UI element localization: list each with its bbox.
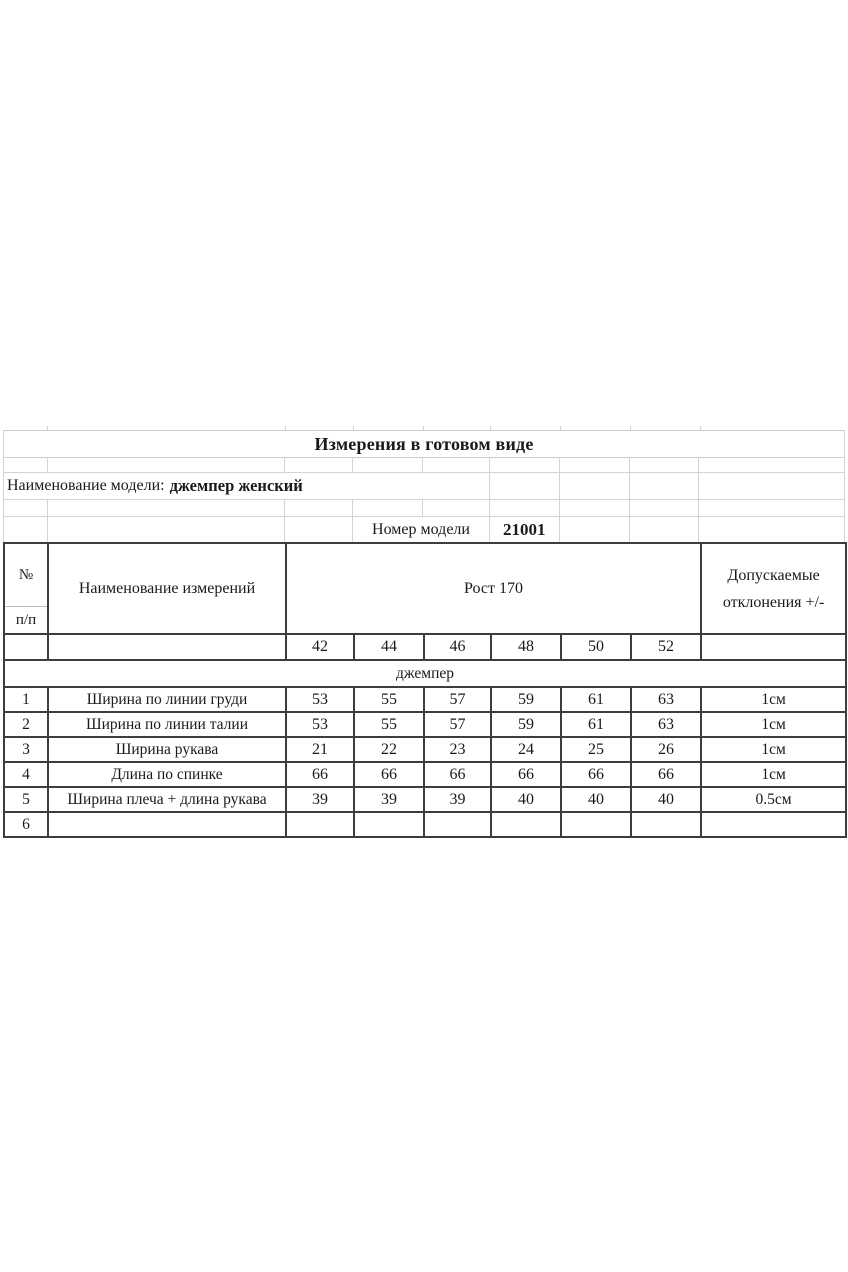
size-header-cell: 42: [286, 634, 354, 660]
size-value-cell: 66: [491, 762, 561, 787]
size-value-cell: 66: [561, 762, 631, 787]
measurement-name-cell: Ширина рукава: [48, 737, 286, 762]
size-value-cell: [286, 812, 354, 837]
model-name-value: джемпер женский: [169, 476, 303, 495]
garment-section-row: [4, 660, 846, 687]
size-value-cell: 63: [631, 687, 701, 712]
size-value-cell: 25: [561, 737, 631, 762]
size-value-cell: [561, 812, 631, 837]
tolerance-cell: [701, 812, 846, 837]
size-value-cell: 63: [631, 712, 701, 737]
size-header-row: [4, 634, 846, 660]
size-header-cell: 46: [424, 634, 491, 660]
size-value-cell: 66: [286, 762, 354, 787]
row-number-header-bottom: п/п: [15, 611, 37, 628]
size-value-cell: 61: [561, 712, 631, 737]
size-value-cell: 66: [354, 762, 424, 787]
row-number-cell: 1: [4, 687, 48, 712]
size-value-cell: 40: [491, 787, 561, 812]
measurement-name-cell: Длина по спинке: [48, 762, 286, 787]
table-header-row: [4, 543, 846, 634]
size-value-cell: 53: [286, 687, 354, 712]
table-row: [4, 737, 846, 762]
size-value-cell: 59: [491, 687, 561, 712]
tolerance-cell: 1см: [701, 712, 846, 737]
sheet-title-row: [3, 430, 845, 458]
tolerance-header: Допускаемые отклонения +/-: [701, 543, 846, 634]
size-value-cell: 57: [424, 712, 491, 737]
table-row: [4, 762, 846, 787]
measurement-name-cell: Ширина по линии талии: [48, 712, 286, 737]
empty-grid-row: [3, 458, 845, 473]
size-header-cell: 50: [561, 634, 631, 660]
row-number-cell: 4: [4, 762, 48, 787]
measurement-name-cell: [48, 812, 286, 837]
measurement-name-header: Наименование измерений: [48, 543, 286, 634]
row-number-cell: 6: [4, 812, 48, 837]
tolerance-cell: 1см: [701, 737, 846, 762]
size-value-cell: 55: [354, 687, 424, 712]
size-value-cell: 57: [424, 687, 491, 712]
model-number-row: [3, 517, 845, 542]
row-number-cell: 3: [4, 737, 48, 762]
size-value-cell: [631, 812, 701, 837]
measurement-name-cell: Ширина по линии груди: [48, 687, 286, 712]
measurements-table: [3, 542, 847, 838]
tolerance-cell: 1см: [701, 762, 846, 787]
size-value-cell: 22: [354, 737, 424, 762]
size-value-cell: 26: [631, 737, 701, 762]
garment-section-label: джемпер: [4, 660, 846, 687]
size-value-cell: 40: [631, 787, 701, 812]
size-value-cell: 39: [424, 787, 491, 812]
size-value-cell: 61: [561, 687, 631, 712]
size-value-cell: 40: [561, 787, 631, 812]
model-number-label: Номер модели: [353, 517, 490, 542]
row-number-header-top: №: [5, 544, 47, 607]
model-name-label: Наименование модели:: [7, 477, 165, 494]
table-row: [4, 712, 846, 737]
size-value-cell: [491, 812, 561, 837]
size-header-cell: 52: [631, 634, 701, 660]
measurement-name-cell: Ширина плеча + длина рукава: [48, 787, 286, 812]
size-header-cell: 44: [354, 634, 424, 660]
model-name-row: [3, 473, 845, 500]
row-number-cell: 2: [4, 712, 48, 737]
size-value-cell: 53: [286, 712, 354, 737]
height-group-header: Рост 170: [286, 543, 701, 634]
size-value-cell: 39: [354, 787, 424, 812]
tolerance-cell: 1см: [701, 687, 846, 712]
size-value-cell: [354, 812, 424, 837]
empty-grid-row: [3, 500, 845, 517]
table-row: [4, 687, 846, 712]
size-value-cell: 55: [354, 712, 424, 737]
size-value-cell: 24: [491, 737, 561, 762]
model-number-value: 21001: [490, 517, 560, 542]
size-value-cell: 66: [631, 762, 701, 787]
size-value-cell: 59: [491, 712, 561, 737]
table-row: [4, 812, 846, 837]
size-value-cell: 21: [286, 737, 354, 762]
size-value-cell: [424, 812, 491, 837]
row-number-cell: 5: [4, 787, 48, 812]
size-value-cell: 39: [286, 787, 354, 812]
sheet-title: Измерения в готовом виде: [314, 433, 534, 454]
tolerance-cell: 0.5см: [701, 787, 846, 812]
table-row: [4, 787, 846, 812]
size-value-cell: 23: [424, 737, 491, 762]
size-header-cell: 48: [491, 634, 561, 660]
row-number-header: [4, 543, 48, 634]
size-value-cell: 66: [424, 762, 491, 787]
